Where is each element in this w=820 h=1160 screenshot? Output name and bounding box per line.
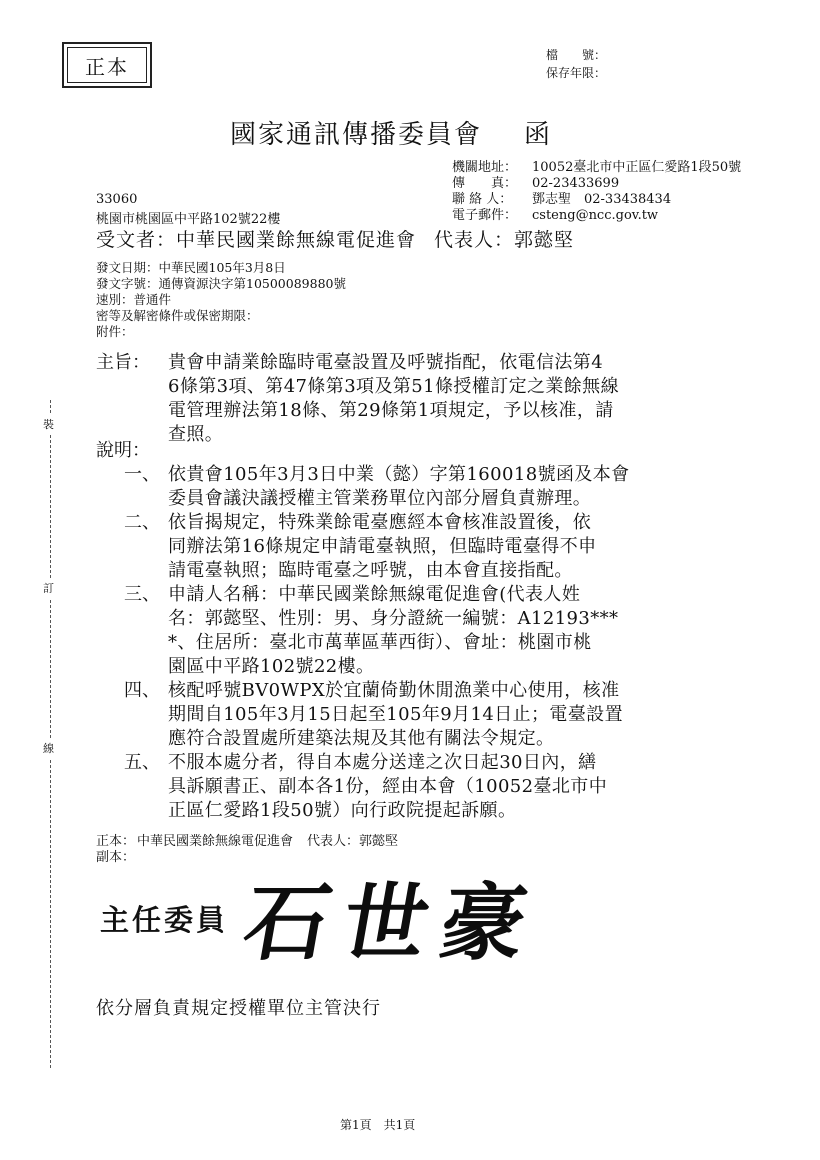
binding-mark: 裝 bbox=[43, 414, 54, 434]
subject-line: 6條第3項、第47條第3項及第51條授權訂定之業餘無線 bbox=[168, 376, 619, 397]
copy-type-box bbox=[62, 42, 152, 88]
copy-type-label: 正本 bbox=[67, 47, 147, 83]
binding-mark: 訂 bbox=[43, 578, 54, 598]
item-number: 一、 bbox=[124, 464, 160, 485]
attachments: 附件： bbox=[96, 324, 134, 339]
signatory-title: 主任委員 bbox=[100, 903, 229, 937]
item-line: 委員會議決議授權主管業務單位內部分層負責辦理。 bbox=[168, 488, 592, 509]
item-line: 依旨揭規定，特殊業餘電臺應經本會核准設置後，依 bbox=[168, 512, 592, 533]
original-value: 中華民國業餘無線電促進會 bbox=[137, 834, 294, 849]
item-number: 二、 bbox=[124, 512, 160, 533]
contact-label: 聯 絡 人： bbox=[452, 192, 513, 207]
item-number: 四、 bbox=[124, 680, 160, 701]
item-line: 同辦法第16條規定申請電臺執照，但臨時電臺得不申 bbox=[168, 536, 597, 557]
file-number-label: 檔 號： bbox=[546, 48, 607, 62]
postal-code: 33060 bbox=[96, 192, 138, 207]
contact-value: 02-23433699 bbox=[532, 176, 620, 191]
subject-label: 主旨： bbox=[96, 352, 150, 373]
contact-value: 鄧志聖 02-33438434 bbox=[532, 192, 672, 207]
item-number: 五、 bbox=[124, 752, 160, 773]
item-line: 具訴願書正、副本各1份，經由本會（10052臺北市中 bbox=[168, 776, 608, 797]
explanation-label: 說明： bbox=[96, 440, 150, 461]
binding-line bbox=[50, 400, 51, 1068]
recipient-representative: 代表人：郭懿堅 bbox=[434, 229, 575, 251]
authority-note: 依分層負責規定授權單位主管決行 bbox=[96, 998, 381, 1019]
contact-label: 傳 真： bbox=[452, 176, 518, 191]
item-line: 核配呼號BV0WPX於宜蘭倚勤休閒漁業中心使用，核准 bbox=[168, 680, 620, 701]
item-line: 期間自105年3月15日起至105年9月14日止；電臺設置 bbox=[168, 704, 624, 725]
item-line: 正區仁愛路1段50號）向行政院提起訴願。 bbox=[168, 800, 517, 821]
item-number: 三、 bbox=[124, 584, 160, 605]
original-representative: 代表人：郭懿堅 bbox=[307, 834, 399, 849]
contact-value: csteng@ncc.gov.tw bbox=[532, 208, 659, 223]
item-line: 名：郭懿堅、性別：男、身分證統一編號：A12193*** bbox=[168, 608, 619, 629]
item-line: 依貴會105年3月3日中業（懿）字第160018號函及本會 bbox=[168, 464, 630, 485]
document-type: 函 bbox=[524, 120, 553, 150]
recipient-line bbox=[96, 225, 574, 252]
binding-mark: 線 bbox=[43, 738, 54, 758]
original-label: 正本： bbox=[96, 834, 136, 849]
original-recipients bbox=[96, 830, 398, 849]
contact-label: 電子郵件： bbox=[452, 208, 518, 223]
confidentiality: 密等及解密條件或保密期限： bbox=[96, 308, 259, 323]
item-line: 園區中平路102號22樓。 bbox=[168, 656, 375, 677]
item-line: 申請人名稱：中華民國業餘無線電促進會(代表人姓 bbox=[168, 584, 581, 605]
item-line: 不服本處分者，得自本處分送達之次日起30日內，繕 bbox=[168, 752, 597, 773]
page-number: 第1頁 共1頁 bbox=[340, 1118, 416, 1132]
recipient-name: 受文者：中華民國業餘無線電促進會 bbox=[96, 229, 417, 251]
urgency: 速別：普通件 bbox=[96, 292, 172, 307]
recipient-address: 桃園市桃園區中平路102號22樓 bbox=[96, 212, 281, 227]
item-line: 請電臺執照；臨時電臺之呼號，由本會直接指配。 bbox=[168, 560, 573, 581]
contact-email bbox=[452, 204, 658, 223]
issue-number: 發文字號：通傳資源決字第10500089880號 bbox=[96, 276, 346, 291]
signature-stamp: 石世豪 bbox=[236, 873, 549, 972]
item-line: 應符合設置處所建築法規及其他有關法令規定。 bbox=[168, 728, 555, 749]
subject-line: 貴會申請業餘臨時電臺設置及呼號指配，依電信法第4 bbox=[168, 352, 604, 373]
retention-period-label: 保存年限： bbox=[546, 66, 607, 80]
contact-label: 機關地址： bbox=[452, 160, 518, 175]
item-line: *、住居所：臺北市萬華區華西街）、會址：桃園市桃 bbox=[168, 632, 592, 653]
contact-value: 10052臺北市中正區仁愛路1段50號 bbox=[532, 160, 742, 175]
subject-line: 電管理辦法第18條、第29條第1項規定，予以核准，請 bbox=[168, 400, 614, 421]
letterhead bbox=[230, 114, 552, 151]
subject-line: 查照。 bbox=[168, 424, 224, 445]
agency-title: 國家通訊傳播委員會 bbox=[230, 120, 483, 150]
issue-date: 發文日期：中華民國105年3月8日 bbox=[96, 260, 286, 275]
copy-recipients-label: 副本： bbox=[96, 850, 136, 865]
